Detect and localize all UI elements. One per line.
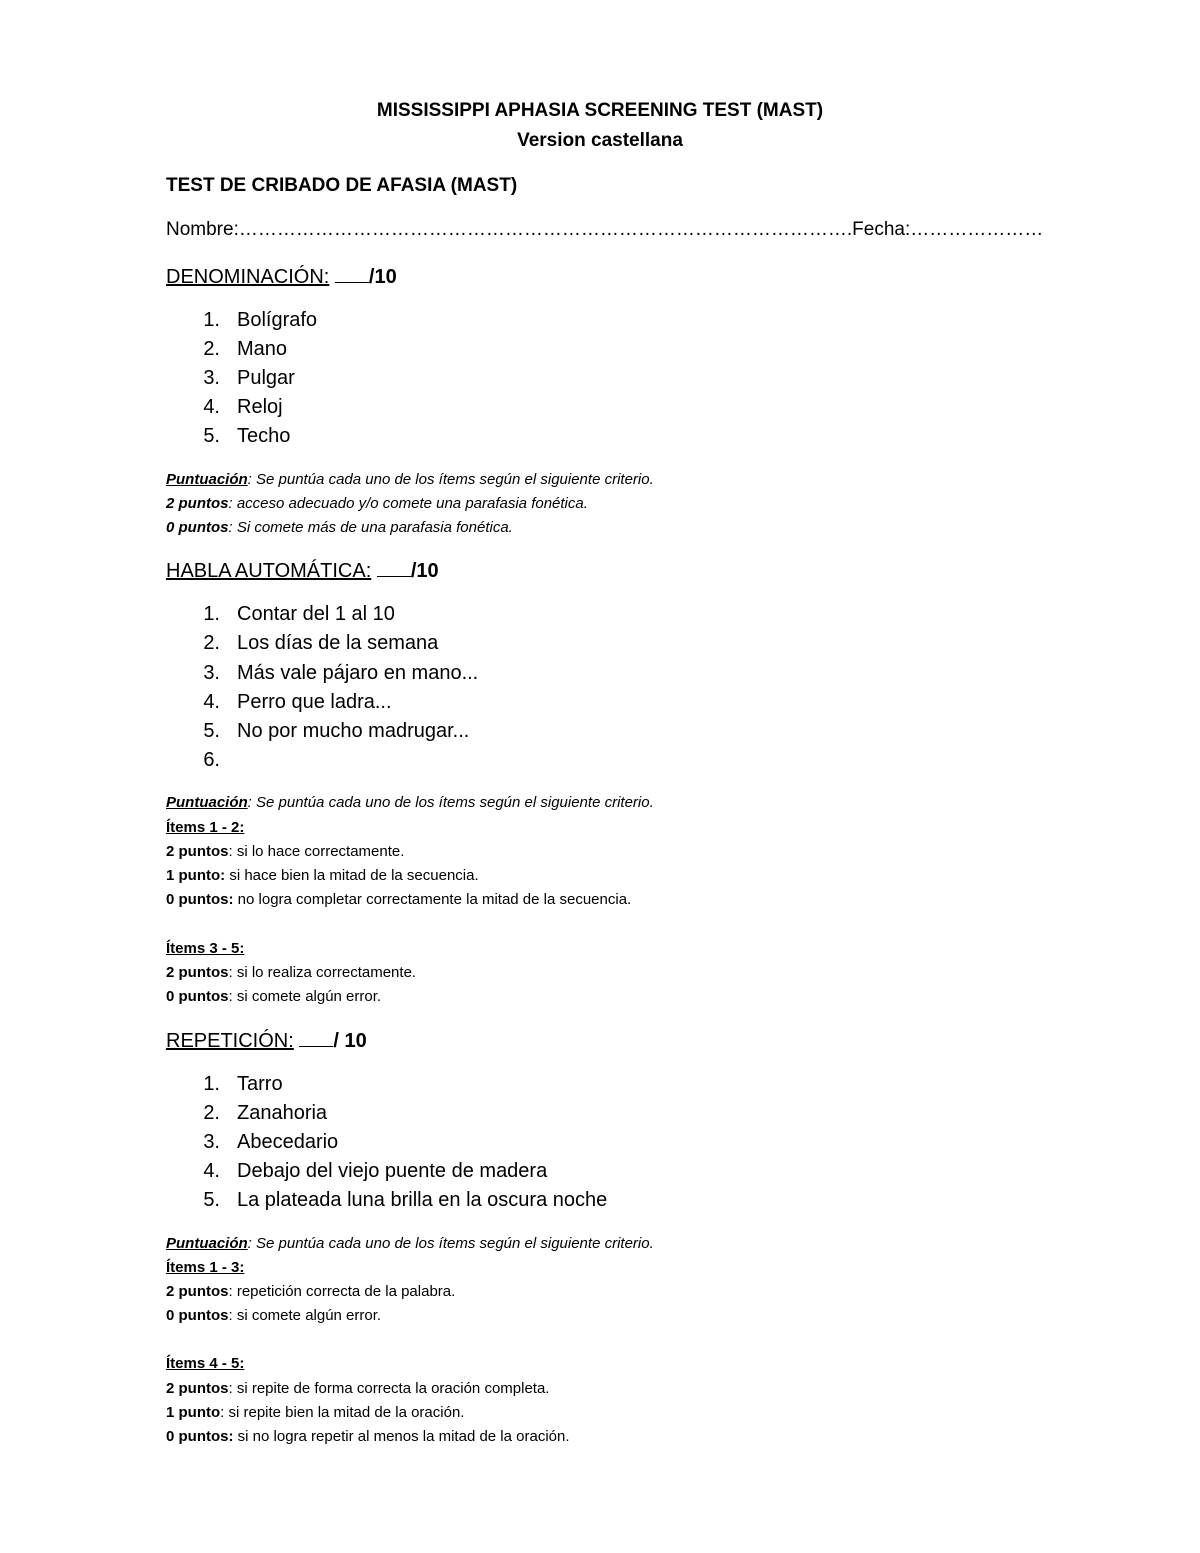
section-title: HABLA AUTOMÁTICA: <box>166 560 372 582</box>
document-version: Version castellana <box>517 130 683 151</box>
scoring-line: 0 puntos: si no logra repetir al menos la mitad de la oración. <box>166 1428 570 1445</box>
scoring-line: 2 puntos: acceso adecuado y/o comete una parafasia fonética. <box>166 495 588 512</box>
list-item: 5. Techo <box>203 425 291 447</box>
section-max-score: /10 <box>410 560 439 582</box>
scoring-line: 2 puntos: repetición correcta de la palabra. <box>166 1283 456 1300</box>
list-item: 5. La plateada luna brilla en la oscura noche <box>203 1189 608 1211</box>
section-denominacion-header <box>166 264 397 289</box>
scoring-line: 2 puntos: si repite de forma correcta la oración completa. <box>166 1380 550 1397</box>
section-max-score: / 10 <box>333 1030 367 1052</box>
scoring-line: 0 puntos: si comete algún error. <box>166 988 382 1005</box>
scoring-line: 1 punto: si hace bien la mitad de la secuencia. <box>166 867 479 884</box>
scoring-group-title: Ítems 1 - 3: <box>166 1259 245 1276</box>
scoring-intro: Puntuación: Se puntúa cada uno de los ítems según el siguiente criterio. <box>166 794 654 811</box>
list-item: 3. Más vale pájaro en mano... <box>203 662 479 684</box>
name-field[interactable]: ……………………………………………………………………………………. <box>238 219 853 240</box>
name-label: Nombre: <box>166 219 239 240</box>
scoring-group-title: Ítems 4 - 5: <box>166 1355 245 1372</box>
list-item: 1. Bolígrafo <box>203 309 318 331</box>
scoring-line: 0 puntos: no logra completar correctamente la mitad de la secuencia. <box>166 891 632 908</box>
list-item: 3. Pulgar <box>203 367 295 389</box>
scoring-intro: Puntuación: Se puntúa cada uno de los ítems según el siguiente criterio. <box>166 1235 654 1252</box>
scoring-line: 1 punto: si repite bien la mitad de la oración. <box>166 1404 465 1421</box>
list-item: 2. Zanahoria <box>203 1102 328 1124</box>
section-habla-header <box>166 558 439 583</box>
list-item: 6. <box>203 749 220 771</box>
list-item: 1. Contar del 1 al 10 <box>203 603 395 625</box>
list-item: 4. Debajo del viejo puente de madera <box>203 1160 548 1182</box>
list-item: 1. Tarro <box>203 1073 283 1095</box>
scoring-intro: Puntuación: Se puntúa cada uno de los ítems según el siguiente criterio. <box>166 471 654 488</box>
section-repeticion-header <box>166 1028 367 1053</box>
list-item: 4. Perro que ladra... <box>203 691 392 713</box>
section-title: REPETICIÓN: <box>166 1030 294 1052</box>
scoring-group-title: Ítems 1 - 2: <box>166 819 245 836</box>
date-label: Fecha: <box>852 219 911 240</box>
score-blank[interactable] <box>299 1028 333 1047</box>
list-item: 2. Los días de la semana <box>203 632 439 654</box>
list-item: 5. No por mucho madrugar... <box>203 720 470 742</box>
list-item: 3. Abecedario <box>203 1131 339 1153</box>
scoring-line: 0 puntos: Si comete más de una parafasia fonética. <box>166 519 513 536</box>
score-blank[interactable] <box>335 264 369 283</box>
scoring-group-title: Ítems 3 - 5: <box>166 940 245 957</box>
scoring-line: 2 puntos: si lo hace correctamente. <box>166 843 405 860</box>
section-title: DENOMINACIÓN: <box>166 266 330 288</box>
list-item: 4. Reloj <box>203 396 283 418</box>
score-blank[interactable] <box>377 558 411 577</box>
list-item: 2. Mano <box>203 338 288 360</box>
section-max-score: /10 <box>368 266 397 288</box>
scoring-line: 2 puntos: si lo realiza correctamente. <box>166 964 417 981</box>
scoring-line: 0 puntos: si comete algún error. <box>166 1307 382 1324</box>
name-date-line <box>166 219 1043 241</box>
date-field[interactable]: ………………… <box>910 219 1044 240</box>
test-heading: TEST DE CRIBADO DE AFASIA (MAST) <box>166 175 518 196</box>
document-title: MISSISSIPPI APHASIA SCREENING TEST (MAST) <box>376 100 824 121</box>
